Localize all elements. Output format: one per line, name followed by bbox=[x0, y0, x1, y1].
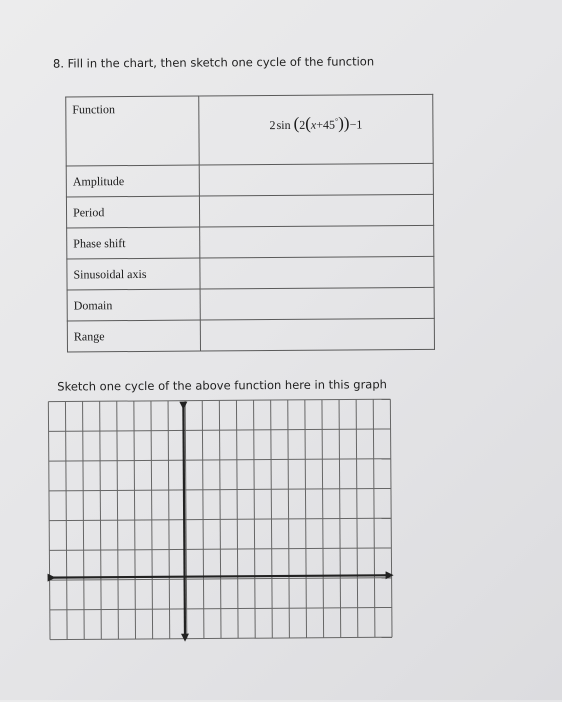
table-row-function bbox=[66, 94, 433, 166]
amplitude-answer[interactable] bbox=[199, 163, 433, 196]
sinusoidal-axis-label: Sinusoidal axis bbox=[67, 258, 200, 290]
function-label: Function bbox=[66, 96, 199, 166]
x-axis bbox=[52, 575, 390, 577]
grid-lines bbox=[48, 399, 392, 639]
period-answer[interactable] bbox=[199, 194, 433, 227]
domain-label: Domain bbox=[67, 289, 200, 321]
phase-shift-label: Phase shift bbox=[67, 227, 200, 259]
function-formula: 2 sin (2(x+45°))−1 bbox=[199, 94, 433, 165]
domain-answer[interactable] bbox=[200, 287, 434, 320]
table-row-phase-shift bbox=[67, 225, 434, 259]
phase-shift-answer[interactable] bbox=[200, 225, 434, 258]
y-axis bbox=[183, 406, 185, 638]
question-text: 8. Fill in the chart, then sketch one cycle of the function bbox=[52, 54, 375, 71]
table-row-domain bbox=[67, 287, 434, 321]
range-label: Range bbox=[67, 320, 200, 352]
sinusoidal-axis-answer[interactable] bbox=[200, 256, 434, 289]
table-row-range bbox=[67, 318, 434, 352]
range-answer[interactable] bbox=[200, 318, 434, 351]
function-chart bbox=[65, 94, 435, 353]
sketch-instruction: Sketch one cycle of the above function here in this graph bbox=[57, 377, 387, 394]
table-row-period bbox=[66, 194, 433, 228]
period-label: Period bbox=[66, 196, 199, 228]
sketch-grid[interactable] bbox=[40, 394, 402, 647]
amplitude-label: Amplitude bbox=[66, 165, 199, 197]
table-row-amplitude bbox=[66, 163, 433, 197]
table-row-sinusoidal-axis bbox=[67, 256, 434, 290]
